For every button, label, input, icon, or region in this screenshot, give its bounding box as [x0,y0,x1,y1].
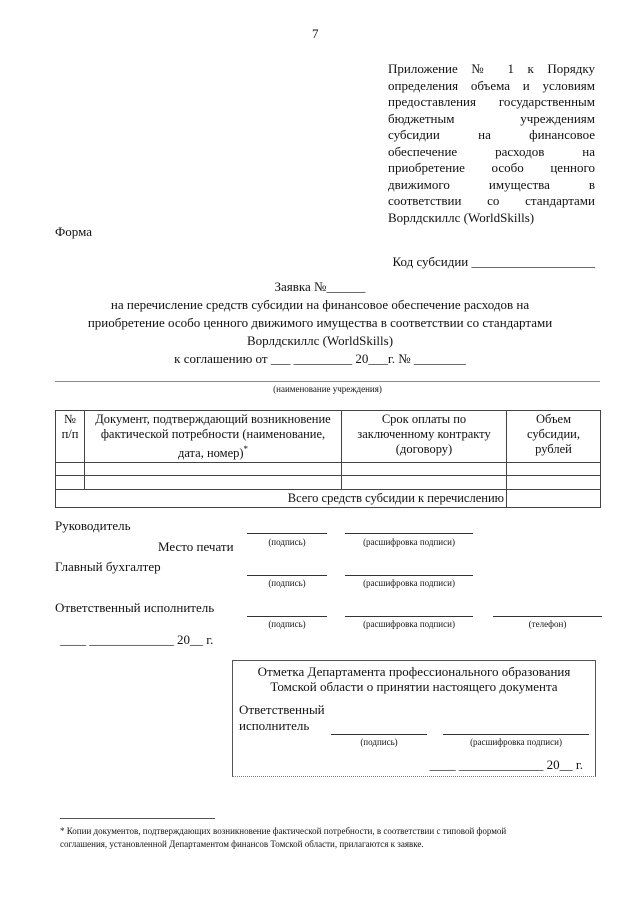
appendix-line: определения объема и условиям [388,77,595,93]
signature-caption: (подпись) [268,537,306,547]
department-mark-box [232,660,596,777]
total-row [56,490,601,508]
table-row [56,463,601,476]
appendix-line: приобретение особо ценного [388,160,595,175]
signature-caption: (подпись) [360,737,398,747]
executor-label: Ответственный исполнитель [55,600,215,615]
department-date: ____ _____________ 20__ г. [429,757,583,772]
institution-line [55,381,600,382]
department-title-line: Томской области о принятии настоящего документа [270,679,558,694]
head-label: Руководитель [55,518,131,533]
phone-caption: (телефон) [528,619,567,629]
form-label: Форма [55,224,92,239]
decode-caption: (расшифровка подписи) [363,619,455,629]
date-line: ____ _____________ 20__ г. [60,632,214,647]
signature-line [345,533,473,534]
table-row [56,476,601,490]
title-line: к соглашению от ___ _________ 20___г. № ________ [174,351,466,366]
signature-line [345,575,473,576]
header-amount: Объем субсидии, рублей [507,411,601,463]
header-number: № п/п [56,411,85,463]
footnote [60,825,605,851]
decode-caption: (расшифровка подписи) [470,737,562,747]
appendix-line: соответствии со стандартами [388,193,595,208]
phone-line [493,616,602,617]
appendix-line: обеспечение расходов на [388,143,595,159]
institution-caption: (наименование учреждения) [273,384,382,394]
application-title [40,278,600,368]
title-line: приобретение особо ценного движимого имущества в соответствии со стандартами [87,315,553,330]
documents-table [55,410,601,508]
header-payment-term: Срок оплаты по заключенному контракту (договору) [342,411,507,463]
department-title-line: Отметка Департамента профессионального образования [257,664,571,679]
page-number: 7 [312,26,319,41]
appendix-line: Ворлдскиллс (WorldSkills) [388,209,535,225]
subsidy-code: Код субсидии ___________________ [392,254,595,269]
signature-line [247,616,327,617]
decode-caption: (расшифровка подписи) [363,578,455,588]
title-line: Заявка №______ [274,279,366,294]
appendix-line: бюджетным учреждениям [388,110,595,126]
appendix-line: движимого имущества в [388,176,595,192]
department-executor-label: Ответственный исполнитель [239,702,325,733]
signature-caption: (подпись) [268,578,306,588]
signature-line [345,616,473,617]
appendix-heading [388,61,595,226]
department-title [233,664,595,694]
signature-line [247,575,327,576]
signature-line [247,533,327,534]
accountant-label: Главный бухгалтер [55,559,161,574]
appendix-line: субсидии на финансовое [388,127,595,142]
appendix-line: Приложение № 1 к Порядку [388,61,595,76]
footnote-line: соглашения, установленной Департаментом финансов Томской области, прилагаются к заявке. [60,839,424,849]
footnote-line: * Копии документов, подтверждающих возникновение фактической потребности, в соответствии с типовой формой [60,826,507,836]
signature-line [331,734,427,735]
decode-caption: (расшифровка подписи) [363,537,455,547]
signature-caption: (подпись) [268,619,306,629]
appendix-line: предоставления государственным [388,94,595,109]
title-line: Ворлдскиллс (WorldSkills) [246,333,394,348]
signature-line [443,734,589,735]
header-document: Документ, подтверждающий возникновение фактической потребности (наименование, дата, номер)* [85,411,342,463]
total-label: Всего средств субсидии к перечислению [56,490,507,508]
footnote-separator [60,818,215,819]
stamp-label: Место печати [158,539,234,554]
title-line: на перечисление средств субсидии на финансовое обеспечение расходов на [110,297,530,312]
